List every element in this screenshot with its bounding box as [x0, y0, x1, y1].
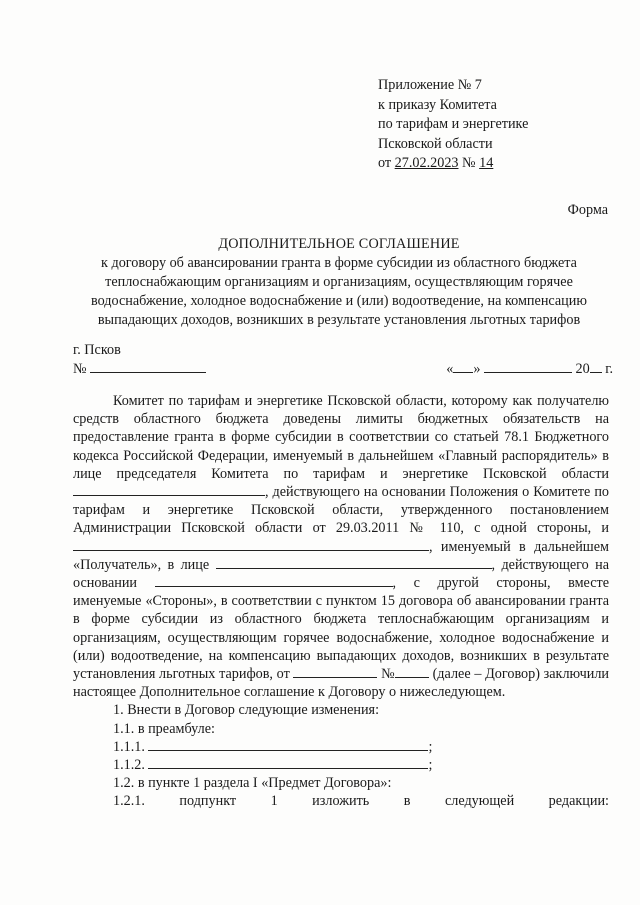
appendix-line: к приказу Комитета: [378, 96, 497, 113]
text-segment: (далее – Договор) заключили настоящее Дополнительное соглашение к Договору о нижеследующем.: [73, 666, 609, 701]
appendix-date: 27.02.2023: [394, 155, 459, 172]
recipient-name-blank[interactable]: [73, 538, 429, 551]
month-blank[interactable]: [484, 360, 572, 373]
basis-document-blank[interactable]: [155, 574, 393, 587]
document-body: [73, 392, 609, 811]
year-blank[interactable]: [590, 360, 602, 373]
number-label: №: [73, 361, 87, 377]
item-1-2-1: 1.2.1. подпункт 1 изложить в следующей редакции:: [113, 793, 609, 810]
text-segment: №: [377, 666, 395, 683]
item-label: 1.1.1.: [113, 738, 149, 755]
appendix-block: [378, 76, 528, 174]
year-suffix: г.: [601, 361, 613, 377]
title-sub: к договору об авансировании гранта в форме субсидии из областного бюджета теплоснабжающим организациям и организациям, осуществляющим горячее водоснабжение, холодное водоснабжение и (или) водоотведение, на компенсацию выпадающих доходов, возникших в результате установления льготных тарифов: [91, 255, 587, 328]
text-segment: , действующего на основании: [73, 556, 609, 592]
text-segment: , действующего на основании Положения о Комитете по тарифам и энергетике Псковской области, утвержденного постановлением Администрации Псковской области от 29.03.2011 № 110, с одной стороны, и: [73, 484, 609, 537]
item-1-1-1: [73, 738, 609, 756]
item-1: 1. Внести в Договор следующие изменения:: [113, 702, 380, 719]
number-blank[interactable]: [90, 360, 206, 373]
quote-close: »: [473, 361, 481, 377]
contract-date-blank[interactable]: [293, 665, 377, 678]
quote-open: «: [446, 361, 454, 377]
city: г. Псков: [73, 342, 121, 358]
number-prefix: №: [458, 155, 480, 172]
text-segment: , с другой стороны, вместе именуемые «Стороны», в соответствии с пунктом 15 договора об авансировании гранта в форме субсидии из областного бюджета теплоснабжающим организациям и организациям, осуществляющим горячее водоснабжение, холодное водоснабжение и (или) водоотведение, на компенсацию выпадающих доходов, возникших в результате установления льготных тарифов, от: [73, 575, 609, 683]
title-main: ДОПОЛНИТЕЛЬНОЕ СОГЛАШЕНИЕ: [218, 236, 460, 252]
date-prefix: от: [378, 155, 395, 172]
item-1-2: 1.2. в пункте 1 раздела I «Предмет Договора»:: [113, 775, 392, 792]
form-label: Форма: [567, 202, 608, 218]
appendix-date-line: [378, 154, 528, 174]
recipient-representative-blank[interactable]: [216, 556, 492, 569]
appendix-number: 14: [479, 155, 494, 172]
item-1-1-1-blank[interactable]: [148, 738, 428, 751]
year-text: 20: [575, 361, 590, 377]
document-title: [64, 235, 614, 330]
semicolon: ;: [428, 757, 433, 774]
contract-number-blank[interactable]: [395, 665, 429, 678]
preamble-paragraph: [73, 392, 609, 701]
day-blank[interactable]: [453, 360, 473, 373]
appendix-line: Псковской области: [378, 135, 493, 152]
item-label: 1.1.2.: [113, 757, 149, 774]
appendix-line: Приложение № 7: [378, 77, 482, 93]
agreement-number: [73, 360, 206, 378]
semicolon: ;: [428, 738, 433, 755]
item-1-1: 1.1. в преамбуле:: [113, 720, 215, 737]
agreement-date: [446, 360, 613, 378]
text-segment: Комитет по тарифам и энергетике Псковской области, которому как получателю средств областного бюджета доведены лимиты бюджетных обязательств на предоставление гранта в форме субсидии в соответствии со статьей 78.1 Бюджетного кодекса Российской Федерации, именуемый в дальнейшем «Главный распорядитель» в лице председателя Комитета по тарифам и энергетике Псковской области: [73, 393, 609, 482]
text-segment: , именуемый в дальнейшем «Получатель», в лице: [73, 538, 609, 573]
appendix-line: по тарифам и энергетике: [378, 116, 529, 133]
chairman-name-blank[interactable]: [73, 483, 265, 496]
item-1-1-2: [73, 756, 609, 774]
item-1-1-2-blank[interactable]: [148, 756, 428, 769]
